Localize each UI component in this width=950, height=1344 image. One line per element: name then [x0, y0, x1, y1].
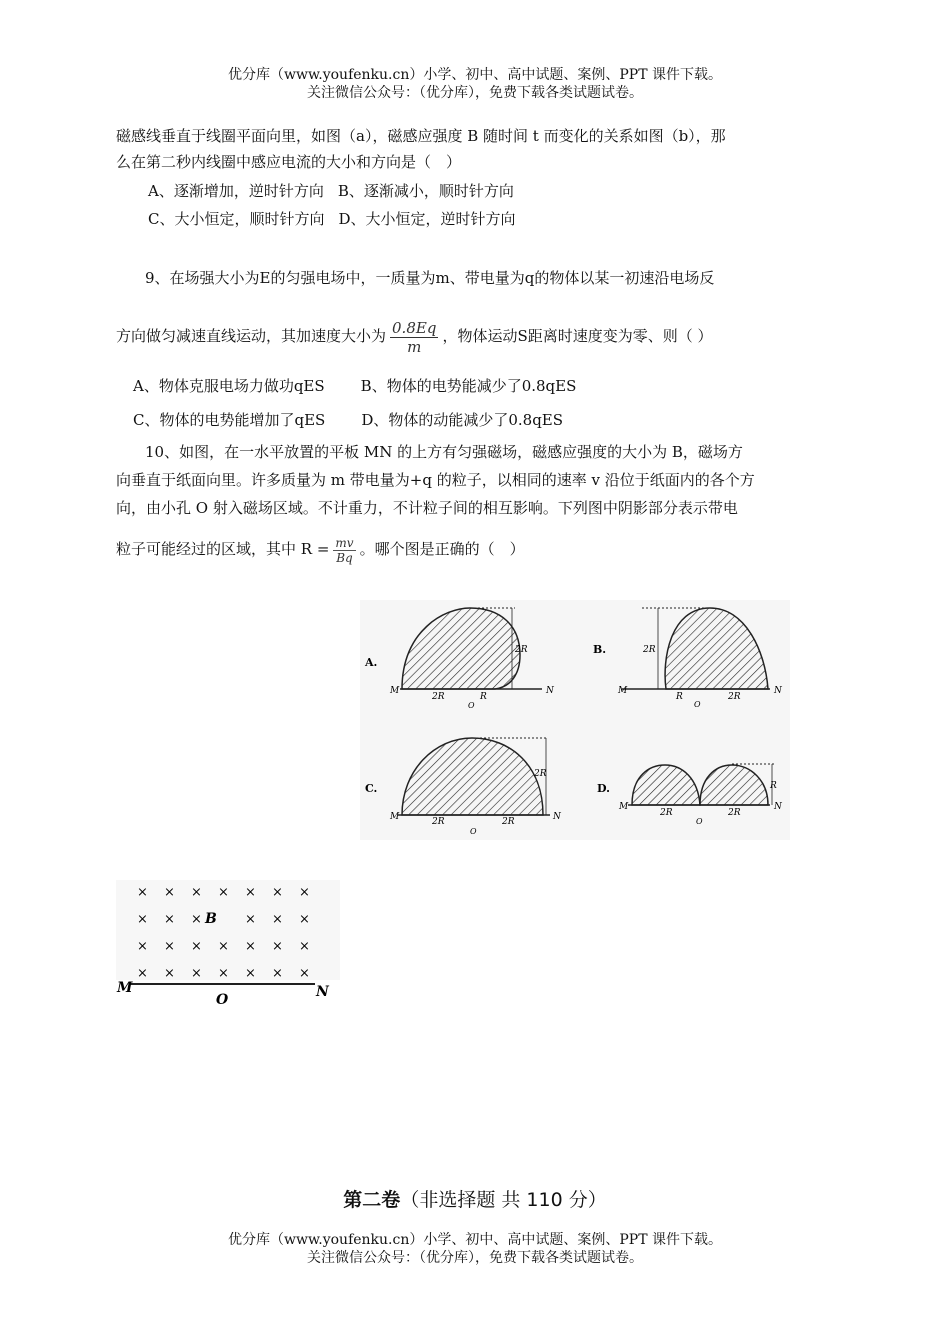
- option-a-bottom-right: R: [480, 692, 487, 702]
- field-cross: ×: [164, 966, 175, 981]
- option-b-n: N: [774, 686, 782, 696]
- field-cross: ×: [272, 912, 283, 927]
- q8-option-a: A、逐渐增加，逆时针方向: [148, 182, 324, 200]
- q10-line-2: 向垂直于纸面向里。许多质量为 m 带电量为+q 的粒子，以相同的速率 v 沿位于纸面内的各个方: [116, 471, 755, 489]
- plate-n-label: N: [316, 984, 329, 1000]
- field-cross: ×: [137, 885, 148, 900]
- option-a-label: A.: [365, 656, 378, 669]
- option-a-side-label: 2R: [515, 645, 528, 655]
- option-b-bottom-right: 2R: [728, 692, 741, 702]
- q9-fraction-numerator: 0.8Eq: [392, 318, 437, 337]
- field-cross: ×: [245, 885, 256, 900]
- option-c-bottom-right: 2R: [502, 817, 515, 827]
- q10-fraction-numerator: mv: [335, 535, 354, 550]
- plate-m-label: M: [117, 980, 133, 996]
- q9-options-row-1: [133, 376, 833, 396]
- option-c-o: O: [470, 827, 477, 836]
- option-c-bottom-left: 2R: [432, 817, 445, 827]
- field-cross: ×: [191, 939, 202, 954]
- q9-option-b: B、物体的电势能减少了0.8qES: [360, 377, 577, 395]
- q10-line-1: 10、如图，在一水平放置的平板 MN 的上方有匀强磁场，磁感应强度的大小为 B，磁场方: [145, 443, 743, 461]
- field-cross: ×: [164, 885, 175, 900]
- section-2-title-rest: （非选择题 共 110 分）: [400, 1189, 607, 1211]
- q9-option-d: D、物体的动能减少了0.8qES: [361, 411, 564, 429]
- option-a-bottom-left: 2R: [432, 692, 445, 702]
- q9-option-a: A、物体克服电场力做功qES: [133, 377, 325, 395]
- q10-line-3: 向，由小孔 O 射入磁场区域。不计重力，不计粒子间的相互影响。下列图中阴影部分表示带电: [116, 499, 738, 517]
- field-cross: ×: [272, 939, 283, 954]
- field-cross: ×: [191, 966, 202, 981]
- field-cross: ×: [299, 912, 310, 927]
- option-a-m: M: [390, 686, 400, 696]
- field-cross: ×: [137, 939, 148, 954]
- q8-stem-line-2: 么在第二秒内线圈中感应电流的大小和方向是（ ）: [116, 153, 462, 171]
- option-c-m: M: [390, 812, 400, 822]
- q9-stem-line-1: 9、在场强大小为E的匀强电场中，一质量为m、带电量为q的物体以某一初速沿电场反: [145, 269, 715, 287]
- q8-stem-line-1: 磁感线垂直于线圈平面向里，如图（a），磁感应强度 B 随时间 t 而变化的关系如图（b），那: [116, 127, 726, 145]
- option-d-bottom-right: 2R: [728, 808, 741, 818]
- q9-acceleration-fraction: [390, 319, 438, 356]
- field-cross: ×: [299, 966, 310, 981]
- option-a-o: O: [468, 701, 475, 710]
- option-d-label: D.: [597, 782, 610, 795]
- field-cross: ×: [191, 885, 202, 900]
- option-c-n: N: [553, 812, 561, 822]
- option-d-bottom-left: 2R: [660, 808, 673, 818]
- q9-options-row-2: [133, 410, 833, 430]
- footer-line-1: 优分库（www.youfenku.cn）小学、初中、高中试题、案例、PPT 课件下载。: [227, 1232, 722, 1248]
- field-cross: ×: [245, 939, 256, 954]
- option-d-n: N: [774, 802, 782, 812]
- option-b-bottom-left: R: [676, 692, 683, 702]
- field-cross: ×: [164, 912, 175, 927]
- option-b-side-label: 2R: [643, 645, 656, 655]
- field-cross: ×: [272, 885, 283, 900]
- option-b-label: B.: [593, 643, 607, 656]
- field-cross: ×: [137, 912, 148, 927]
- field-cross: ×: [245, 966, 256, 981]
- field-cross: ×: [299, 939, 310, 954]
- field-cross: ×: [218, 885, 229, 900]
- q9-stem-line-2: [116, 317, 816, 356]
- footer-line-2: 关注微信公众号：（优分库），免费下载各类试题试卷。: [307, 1250, 643, 1266]
- q8-option-c: C、大小恒定，顺时针方向: [148, 210, 325, 228]
- field-cross: ×: [164, 939, 175, 954]
- option-c-side-label: 2R: [534, 769, 547, 779]
- option-d-o: O: [696, 817, 703, 826]
- q10-line-4-post: 。哪个图是正确的（ ）: [359, 540, 525, 558]
- hole-o-label: O: [216, 992, 229, 1008]
- option-b-o: O: [694, 700, 701, 709]
- q9-stem-pre: 方向做匀减速直线运动，其加速度大小为: [116, 327, 387, 345]
- option-d-side-label: R: [770, 781, 777, 791]
- option-a-n: N: [546, 686, 554, 696]
- magnetic-field-figure: [110, 880, 350, 1010]
- field-cross: ×: [218, 966, 229, 981]
- header-line-1: 优分库（www.youfenku.cn）小学、初中、高中试题、案例、PPT 课件下载。: [227, 67, 722, 83]
- option-b-m: M: [618, 686, 628, 696]
- field-cross: ×: [299, 885, 310, 900]
- field-cross: ×: [245, 912, 256, 927]
- field-cross: ×: [272, 966, 283, 981]
- option-d-m: M: [619, 802, 629, 812]
- option-c-label: C.: [365, 782, 378, 795]
- q10-line-4: [116, 532, 816, 566]
- answer-options-figure: [360, 600, 790, 840]
- header-line-2: 关注微信公众号：（优分库），免费下载各类试题试卷。: [307, 85, 643, 101]
- field-cross: ×: [218, 939, 229, 954]
- section-2-title: [0, 1185, 950, 1212]
- q8-option-d: D、大小恒定，逆时针方向: [338, 210, 516, 228]
- q9-stem-post: ，物体运动S距离时速度变为零、则（ ）: [442, 327, 713, 345]
- q8-options-row-1: [148, 181, 848, 201]
- field-cross: ×: [191, 912, 202, 927]
- section-2-title-bold: 第二卷: [343, 1189, 401, 1211]
- q10-fraction-denominator: Bq: [336, 550, 353, 565]
- q9-fraction-denominator: m: [407, 337, 422, 356]
- q10-radius-fraction: [333, 536, 355, 565]
- q9-option-c: C、物体的电势能增加了qES: [133, 411, 326, 429]
- field-b-label: B: [205, 911, 217, 927]
- q8-option-b: B、逐渐减小，顺时针方向: [337, 182, 514, 200]
- field-cross: ×: [137, 966, 148, 981]
- q8-options-row-2: [148, 209, 848, 229]
- q10-line-4-pre: 粒子可能经过的区域，其中 R =: [116, 540, 330, 558]
